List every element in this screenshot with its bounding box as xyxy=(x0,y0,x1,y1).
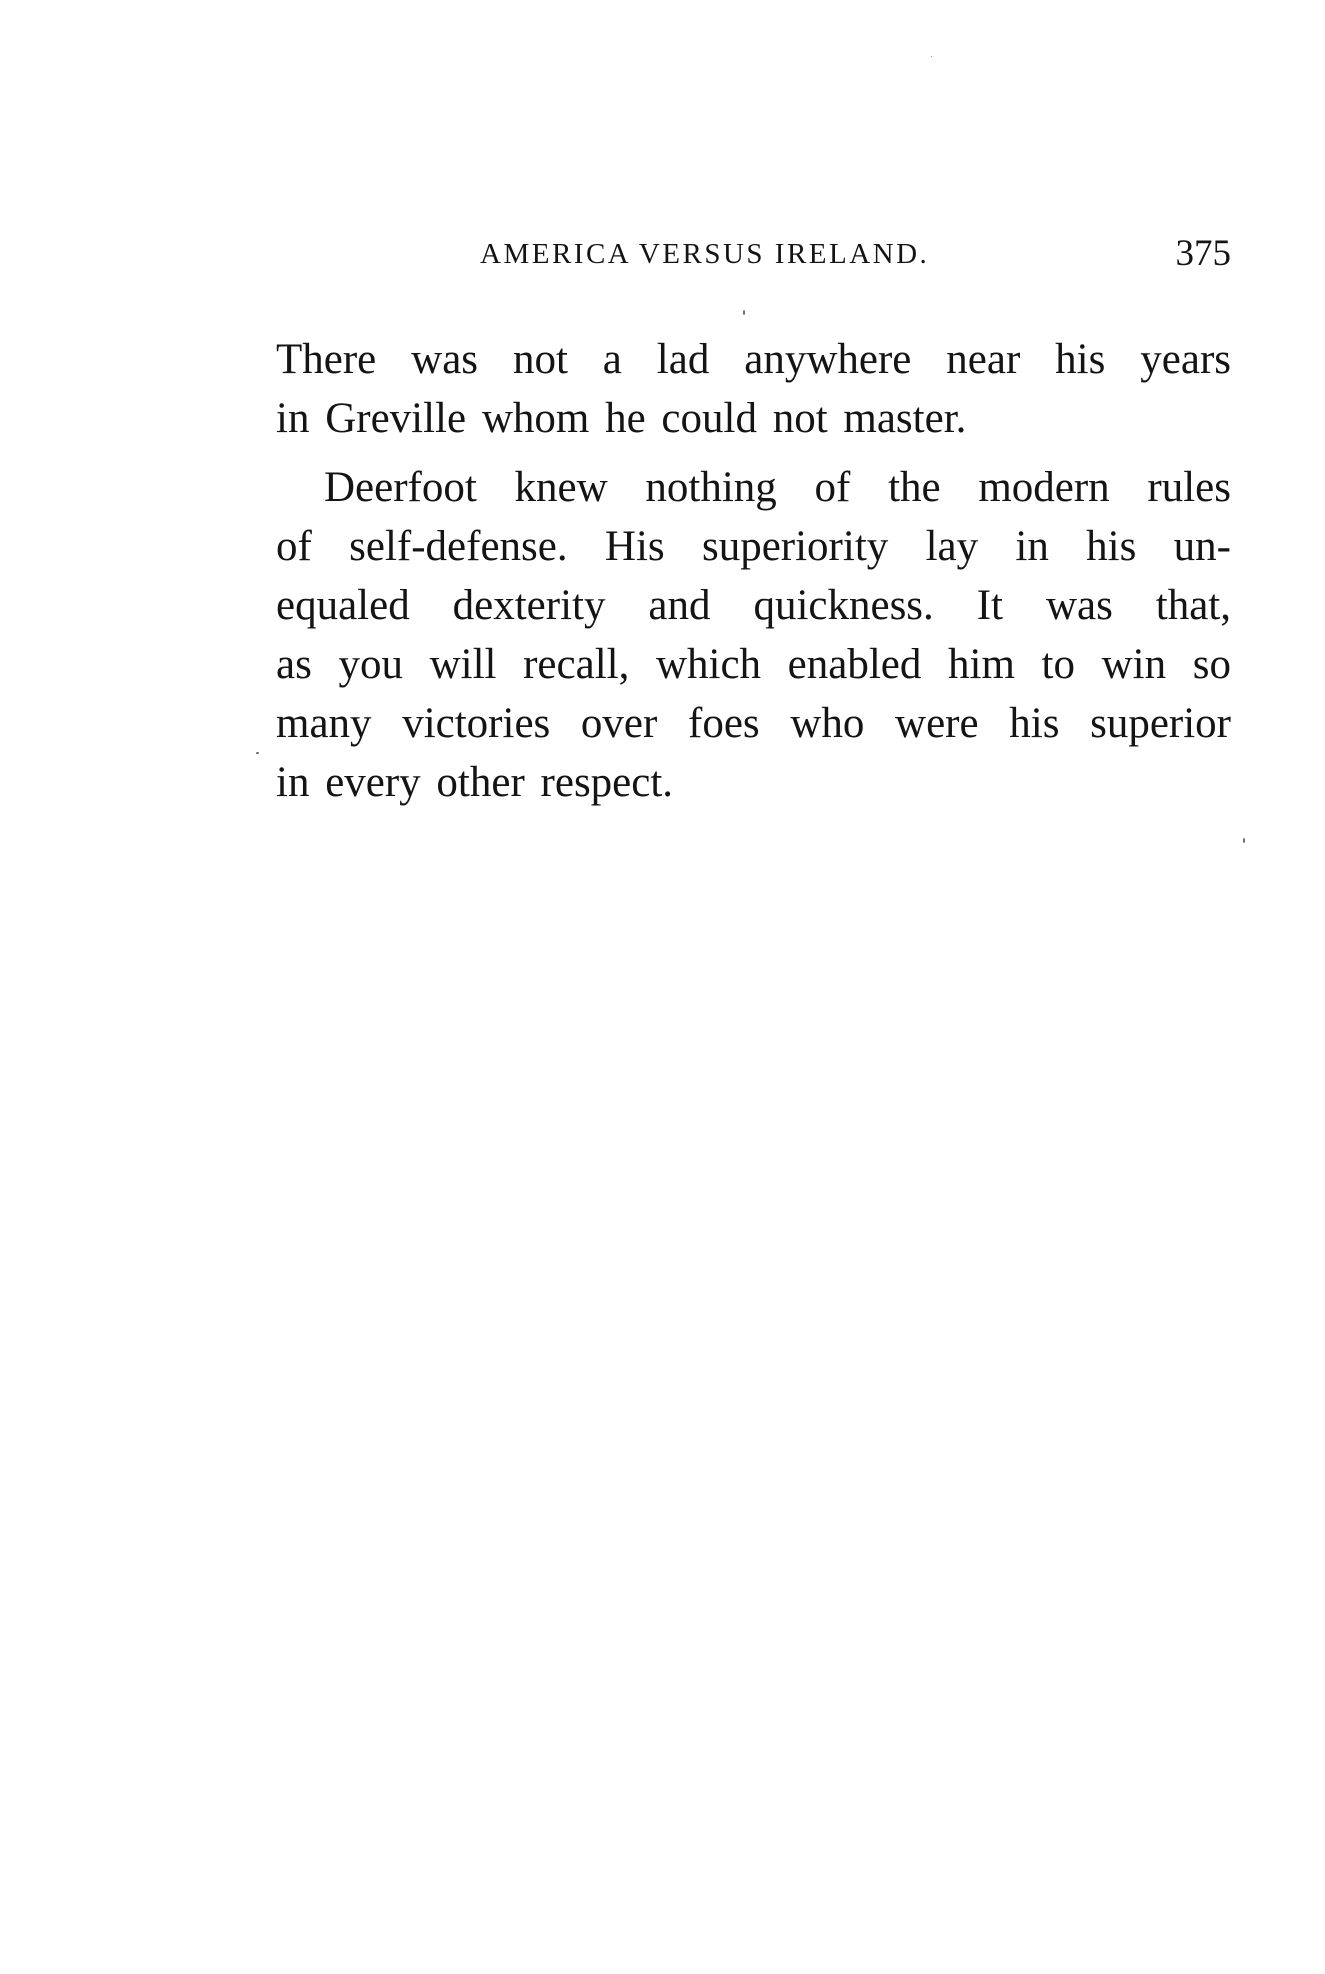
paragraph-1 xyxy=(276,330,1231,448)
print-speck xyxy=(743,310,745,315)
print-speck xyxy=(1243,838,1245,843)
text-line: equaled dexterity and quickness. It was that, xyxy=(276,582,1231,629)
text-line: in every other respect. xyxy=(276,759,674,806)
text-line: Deerfoot knew nothing of the modern rules xyxy=(324,464,1231,511)
paragraph-2 xyxy=(276,458,1231,812)
text-line: in Greville whom he could not master. xyxy=(276,395,967,442)
print-speck xyxy=(256,752,259,754)
text-line: There was not a lad anywhere near his years xyxy=(276,336,1231,383)
text-line: of self-defense. His superiority lay in his un- xyxy=(276,523,1231,570)
text-line: as you will recall, which enabled him to win so xyxy=(276,641,1231,688)
text-line: many victories over foes who were his superior xyxy=(276,700,1231,747)
page-number: 375 xyxy=(1175,233,1231,274)
running-head: AMERICA VERSUS IRELAND. xyxy=(480,238,930,270)
print-speck xyxy=(931,56,932,57)
